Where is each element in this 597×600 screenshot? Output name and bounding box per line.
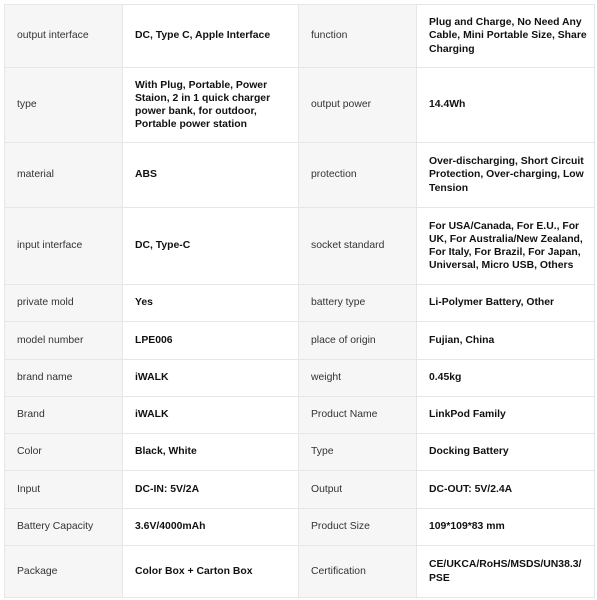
spec-row-input-interface (5, 208, 595, 285)
spec-value: Yes (123, 285, 299, 322)
spec-label: material (5, 143, 123, 208)
spec-label: weight (299, 360, 417, 397)
spec-label: output interface (5, 5, 123, 68)
spec-value: DC, Type-C (123, 208, 299, 285)
spec-value: Color Box + Carton Box (123, 546, 299, 598)
spec-row-brand (5, 397, 595, 434)
spec-label: Brand (5, 397, 123, 434)
spec-value: LPE006 (123, 322, 299, 360)
spec-row-battery-capacity (5, 509, 595, 546)
spec-label: socket standard (299, 208, 417, 285)
spec-value: DC-OUT: 5V/2.4A (417, 471, 595, 509)
spec-value: Li-Polymer Battery, Other (417, 285, 595, 322)
spec-row-input (5, 471, 595, 509)
spec-label: Color (5, 434, 123, 471)
spec-value: iWALK (123, 397, 299, 434)
spec-value: ABS (123, 143, 299, 208)
spec-row-private-mold (5, 285, 595, 322)
spec-value: LinkPod Family (417, 397, 595, 434)
spec-value: Fujian, China (417, 322, 595, 360)
spec-value: 14.4Wh (417, 68, 595, 143)
spec-row-model-number (5, 322, 595, 360)
spec-value: Black, White (123, 434, 299, 471)
spec-label: Input (5, 471, 123, 509)
spec-label: type (5, 68, 123, 143)
spec-label: Output (299, 471, 417, 509)
spec-label: Product Size (299, 509, 417, 546)
spec-value: Plug and Charge, No Need Any Cable, Mini Portable Size, Share Charging (417, 5, 595, 68)
spec-row-type (5, 68, 595, 143)
spec-label: battery type (299, 285, 417, 322)
spec-row-material (5, 143, 595, 208)
spec-value: CE/UKCA/RoHS/MSDS/UN38.3/PSE (417, 546, 595, 598)
spec-label: function (299, 5, 417, 68)
spec-label: Package (5, 546, 123, 598)
spec-row-brand-name (5, 360, 595, 397)
spec-value: With Plug, Portable, Power Staion, 2 in 1 quick charger power bank, for outdoor, Portable power station (123, 68, 299, 143)
spec-label: protection (299, 143, 417, 208)
spec-label: output power (299, 68, 417, 143)
spec-label: model number (5, 322, 123, 360)
spec-label: Type (299, 434, 417, 471)
spec-row-output-interface (5, 5, 595, 68)
spec-value: iWALK (123, 360, 299, 397)
spec-label: input interface (5, 208, 123, 285)
spec-value: Over-discharging, Short Circuit Protection, Over-charging, Low Tension (417, 143, 595, 208)
spec-label: place of origin (299, 322, 417, 360)
spec-label: private mold (5, 285, 123, 322)
spec-label: Battery Capacity (5, 509, 123, 546)
spec-row-package (5, 546, 595, 598)
spec-value: DC, Type C, Apple Interface (123, 5, 299, 68)
spec-value: For USA/Canada, For E.U., For UK, For Australia/New Zealand, For Italy, For Brazil, For Japan, Universal, Micro USB, Others (417, 208, 595, 285)
spec-value: 109*109*83 mm (417, 509, 595, 546)
spec-value: 3.6V/4000mAh (123, 509, 299, 546)
spec-value: DC-IN: 5V/2A (123, 471, 299, 509)
spec-value: 0.45kg (417, 360, 595, 397)
spec-label: brand name (5, 360, 123, 397)
spec-label: Certification (299, 546, 417, 598)
spec-row-color (5, 434, 595, 471)
spec-value: Docking Battery (417, 434, 595, 471)
product-spec-table (4, 4, 595, 598)
spec-label: Product Name (299, 397, 417, 434)
